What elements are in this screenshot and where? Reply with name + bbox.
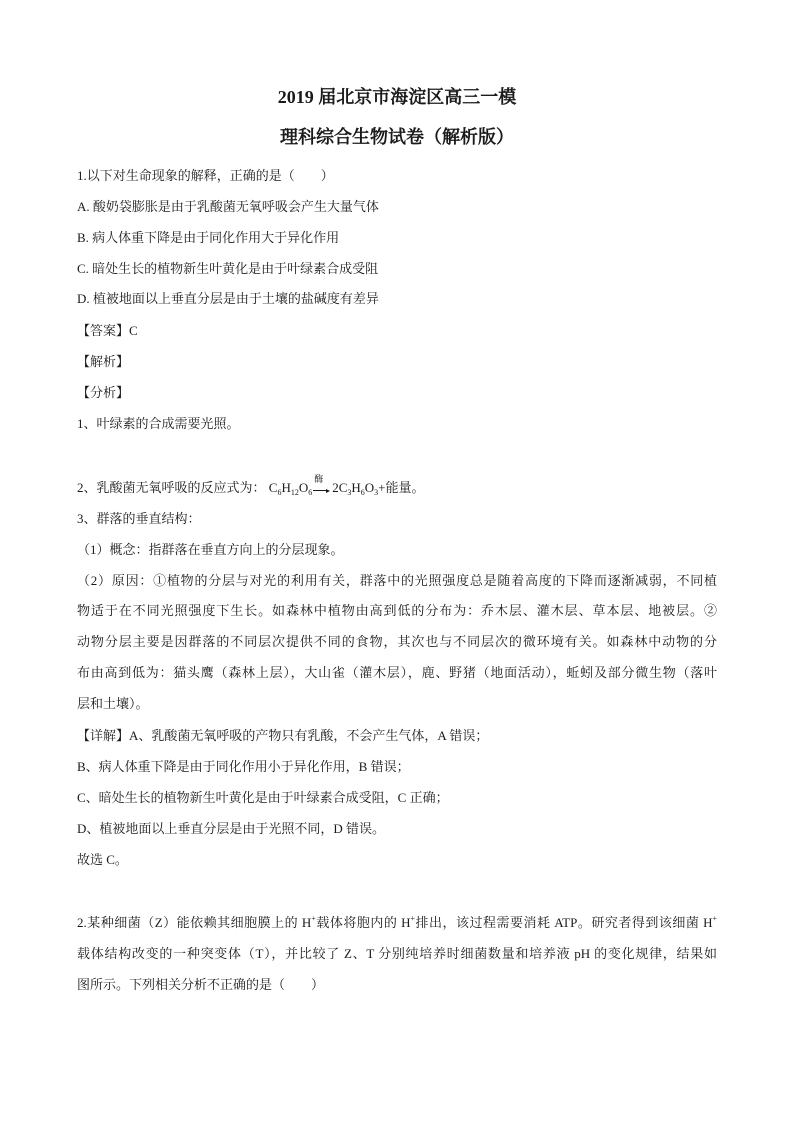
analysis-point-3-2-line: 布由高到低为：猫头鹰（森林上层），大山雀（灌木层），鹿、野猪（地面活动），蚯蚓及部分微生物（落叶 <box>77 665 717 680</box>
formula-subscript: 6 <box>277 488 282 497</box>
q1-option-b: B. 病人体重下降是由于同化作用大于异化作用 <box>77 230 340 245</box>
document-title: 2019 届北京市海淀区高三一模 <box>277 87 517 107</box>
q1-stem: 1.以下对生命现象的解释，正确的是（ ） <box>77 168 334 183</box>
q2-stem-line <box>77 907 717 938</box>
q1-option-c: C. 暗处生长的植物新生叶黄化是由于叶绿素合成受阻 <box>77 261 379 276</box>
conclusion: 故选 C。 <box>77 852 128 867</box>
formula-tail: +能量。 <box>378 480 425 495</box>
analysis-point-3-2-line: 物适于在不同光照强度下生长。如森林中植物由高到低的分布为：乔木层、灌木层、草本层、地被层。② <box>77 603 717 618</box>
q2-text: 载体将胞内的 H <box>315 915 411 930</box>
q2-stem-line: 图所示。下列相关分析不正确的是（ ） <box>77 977 325 992</box>
reaction-arrow-icon <box>313 474 331 493</box>
analysis-point-2-prefix: 2、乳酸菌无氧呼吸的反应式为： <box>77 480 266 495</box>
q2-superscript: + <box>712 914 717 923</box>
formula-subscript: 3 <box>374 488 379 497</box>
analysis-point-3-1: （1）概念：指群落在垂直方向上的分层现象。 <box>77 542 344 557</box>
analysis-point-3-2-line: （2）原因：①植物的分层与对光的利用有关，群落中的光照强度总是随着高度的下降而逐渐减弱，不同植 <box>77 573 717 588</box>
formula-element: 2C <box>332 480 348 495</box>
analysis-point-1: 1、叶绿素的合成需要光照。 <box>77 416 240 431</box>
answer-value: C <box>129 323 138 338</box>
formula-subscript: 6 <box>360 488 365 497</box>
analysis-point-2 <box>77 472 717 503</box>
formula-subscript: 12 <box>290 488 299 497</box>
document-subtitle: 理科综合生物试卷（解析版） <box>280 127 514 147</box>
formula-element: H <box>281 480 291 495</box>
analysis-point-3-2-line: 层和土壤）。 <box>77 696 149 711</box>
fenxi-tag: 【分析】 <box>77 385 130 400</box>
formula-element: O <box>298 480 309 495</box>
jiexi-tag: 【解析】 <box>77 354 130 369</box>
reaction-formula <box>268 474 425 497</box>
detail-line-a <box>77 720 717 751</box>
analysis-point-3-2-line: 动物分层主要是因群落的不同层次提供不同的食物，其次也与不同层次的微环境有关。如森林中动物的分 <box>77 634 717 649</box>
q1-option-a: A. 酸奶袋膨胀是由于乳酸菌无氧呼吸会产生大量气体 <box>77 199 379 214</box>
detail-line-c: C、暗处生长的植物新生叶黄化是由于叶绿素合成受阻，C 正确； <box>77 790 449 805</box>
q2-text: 排出，该过程需要消耗 ATP。研究者得到该细菌 H <box>414 915 713 930</box>
detail-line-d: D、植被地面以上垂直分层是由于光照不同，D 错误。 <box>77 821 386 836</box>
q2-stem-line: 载体结构改变的一种突变体（T），并比较了 Z、T 分别纯培养时细菌数量和培养液 pH 的变化规律，结果如 <box>77 946 717 961</box>
q1-option-d: D. 植被地面以上垂直分层是由于土壤的盐碱度有差异 <box>77 291 379 306</box>
detail-tag: 【详解】 <box>77 728 130 743</box>
formula-subscript: 6 <box>308 488 313 497</box>
answer-tag: 【答案】 <box>77 323 130 338</box>
q2-superscript: + <box>311 914 316 923</box>
formula-element: C <box>268 480 278 495</box>
detail-line-b: B、病人体重下降是由于同化作用小于异化作用，B 错误； <box>77 759 410 774</box>
q2-superscript: + <box>410 914 415 923</box>
formula-element: H <box>351 480 361 495</box>
q1-answer-line <box>77 315 717 346</box>
formula-subscript: 3 <box>347 488 352 497</box>
detail-text: A、乳酸菌无氧呼吸的产物只有乳酸，不会产生气体，A 错误； <box>129 728 489 743</box>
catalyst-label: 酶 <box>314 474 324 484</box>
formula-element: O <box>364 480 375 495</box>
analysis-point-3: 3、群落的垂直结构： <box>77 511 201 526</box>
q2-text: 2.某种细菌（Z）能依赖其细胞膜上的 H <box>77 915 312 930</box>
